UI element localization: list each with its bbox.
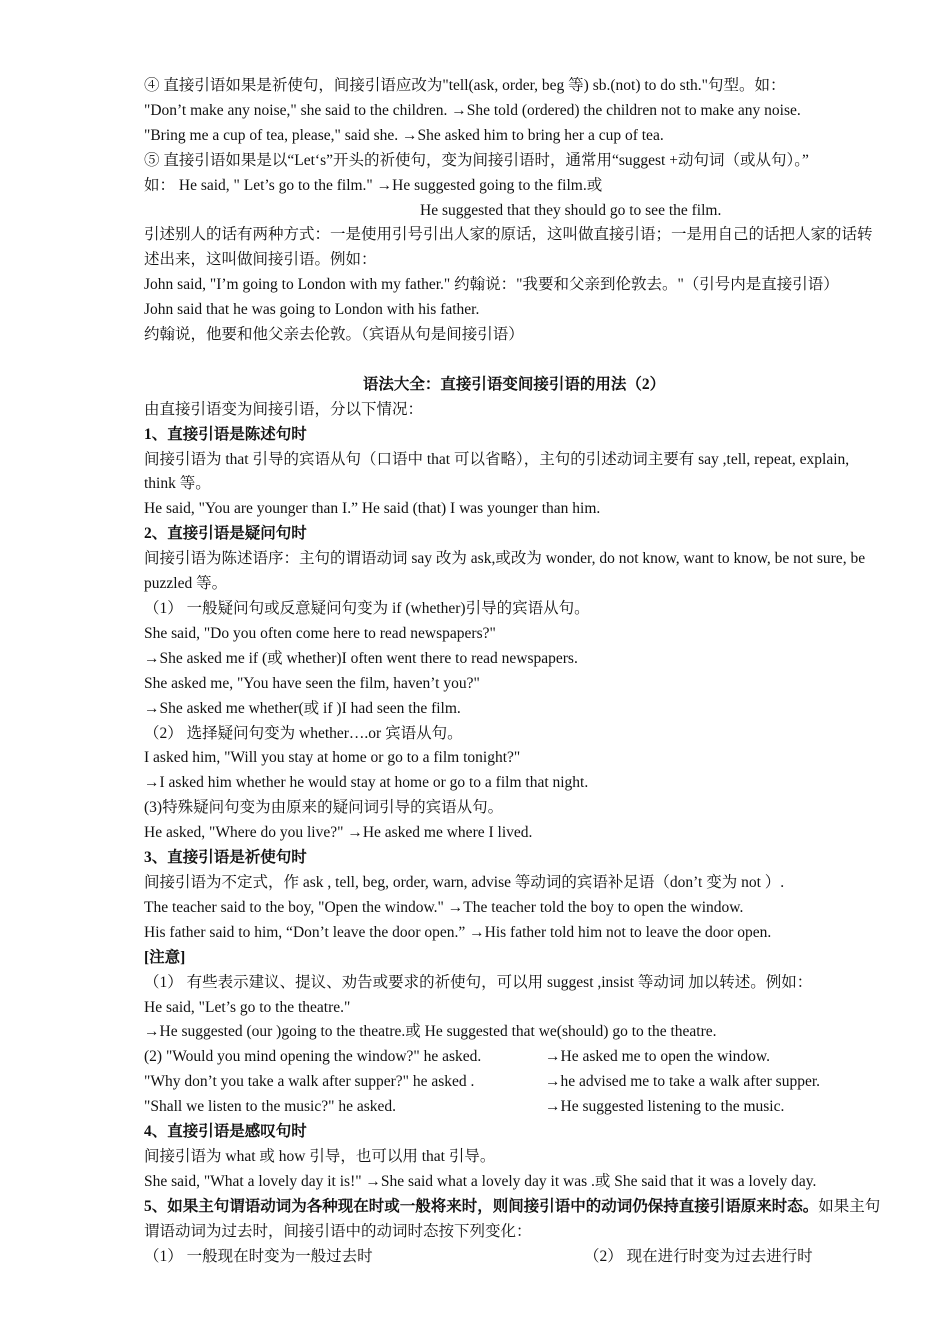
lead-text: 由直接引语变为间接引语，分以下情况： xyxy=(144,400,424,418)
example-row xyxy=(144,1045,884,1070)
note-line: （1） 有些表示建议、提议、劝告或要求的祈使句，可以用 suggest ,insist 等动词 加以转述。例如： xyxy=(144,973,813,991)
example-line: →She asked me whether(或 if )I had seen the film. xyxy=(144,699,461,717)
rule-5-line: ⑤ 直接引语如果是以“Let‘s”开头的祈使句，变为间接引语时，通常用“suggest +动句词（或从句）。” xyxy=(144,151,809,169)
example-row xyxy=(144,1095,884,1120)
example-line: "Bring me a cup of tea, please," said she. →She asked him to bring her a cup of tea. xyxy=(144,126,664,144)
example-line: His father said to him, “Don’t leave the door open.” →His father told him not to leave the door open. xyxy=(144,923,772,941)
section-heading: 1、直接引语是陈述句时 xyxy=(144,425,307,443)
example-line: The teacher said to the boy, "Open the window." →The teacher told the boy to open the window. xyxy=(144,898,744,916)
rule-right: （2） 现在进行时变为过去进行时 xyxy=(584,1247,813,1265)
subpoint: （1） 一般疑问句或反意疑问句变为 if (whether)引导的宾语从句。 xyxy=(144,600,590,618)
example-left: (2) "Would you mind opening the window?" he asked. xyxy=(144,1048,482,1066)
example-line: He said, "Let’s go to the theatre." xyxy=(144,998,351,1016)
paragraph: 如果主句谓语动词为过去时，间接引语中的动词时态按下列变化： xyxy=(144,1197,881,1240)
section-heading: 3、直接引语是祈使句时 xyxy=(144,849,307,867)
example-line: John said that he was going to London with his father. xyxy=(144,301,480,319)
example-line: She asked me, "You have seen the film, haven’t you?" xyxy=(144,674,480,692)
example-right: →he advised me to take a walk after supper. xyxy=(545,1073,821,1091)
subpoint: (3)特殊疑问句变为由原来的疑问词引导的宾语从句。 xyxy=(144,799,504,817)
spacer xyxy=(144,348,884,373)
rule-4-line: ④ 直接引语如果是祈使句，间接引语应改为"tell(ask, order, beg 等) sb.(not) to do sth."句型。如： xyxy=(144,77,786,94)
paragraph: 间接引语为 that 引导的宾语从句（口语中 that 可以省略），主句的引述动词主要有 say ,tell, repeat, explain, think 等。 xyxy=(144,450,850,493)
example-line: →She asked me if (或 whether)I often went there to read newspapers. xyxy=(144,649,578,667)
example-line: "Don’t make any noise," she said to the children. →She told (ordered) the children not to make any noise. xyxy=(144,101,801,119)
example-line: He suggested that they should go to see the film. xyxy=(420,201,722,219)
section-heading: 4、直接引语是感叹句时 xyxy=(144,1123,307,1141)
example-line: →He suggested (our )going to the theatre.或 He suggested that we(should) go to the theatre. xyxy=(144,1023,717,1041)
example-right: →He suggested listening to the music. xyxy=(545,1098,785,1116)
document-page xyxy=(144,74,884,1269)
subpoint: （2） 选择疑问句变为 whether….or 宾语从句。 xyxy=(144,724,463,742)
example-row xyxy=(144,1070,884,1095)
rule-left: （1） 一般现在时变为一般过去时 xyxy=(144,1247,373,1265)
section-heading: 2、直接引语是疑问句时 xyxy=(144,525,307,543)
paragraph: 间接引语为 what 或 how 引导，也可以用 that 引导。 xyxy=(144,1147,496,1165)
paragraph: 间接引语为不定式，作 ask , tell, beg, order, warn, advise 等动词的宾语补足语（don’t 变为 not ）. xyxy=(144,873,785,891)
example-left: "Why don’t you take a walk after supper?" he asked . xyxy=(144,1073,475,1091)
example-left: "Shall we listen to the music?" he asked. xyxy=(144,1098,396,1116)
example-line: She said, "Do you often come here to read newspapers?" xyxy=(144,624,496,642)
paragraph: 间接引语为陈述语序：主句的谓语动词 say 改为 ask,或改为 wonder, do not know, want to know, be not sure, be puzzled 等。 xyxy=(144,550,866,593)
example-line: 约翰说，他要和他父亲去伦敦。（宾语从句是间接引语） xyxy=(144,326,524,344)
section-heading: 5、如果主句谓语动词为各种现在时或一般将来时，则间接引语中的动词仍保持直接引语原来时态。 xyxy=(144,1197,819,1215)
example-line: He said, "You are younger than I.” He said (that) I was younger than him. xyxy=(144,500,601,518)
example-line: He asked, "Where do you live?" →He asked me where I lived. xyxy=(144,824,533,842)
example-right: →He asked me to open the window. xyxy=(545,1048,770,1066)
note-label: [注意] xyxy=(144,948,186,966)
example-line: She said, "What a lovely day it is!" →She said what a lovely day it was .或 She said that it was a lovely day. xyxy=(144,1172,817,1190)
paragraph: 引述别人的话有两种方式：一是使用引号引出人家的原话，这叫做直接引语；一是用自己的话把人家的话转述出来，这叫做间接引语。例如： xyxy=(144,226,873,269)
example-line: 如： He said, " Let’s go to the film." →He suggested going to the film.或 xyxy=(144,176,603,194)
section-title: 语法大全：直接引语变间接引语的用法（2） xyxy=(362,375,666,393)
section-5-paragraph xyxy=(144,1195,884,1245)
example-line: I asked him, "Will you stay at home or go to a film tonight?" xyxy=(144,749,521,767)
example-line: John said, "I’m going to London with my father." 约翰说："我要和父亲到伦敦去。"（引号内是直接引语） xyxy=(144,276,839,294)
rule-row xyxy=(144,1245,884,1270)
example-line: →I asked him whether he would stay at home or go to a film that night. xyxy=(144,774,589,792)
